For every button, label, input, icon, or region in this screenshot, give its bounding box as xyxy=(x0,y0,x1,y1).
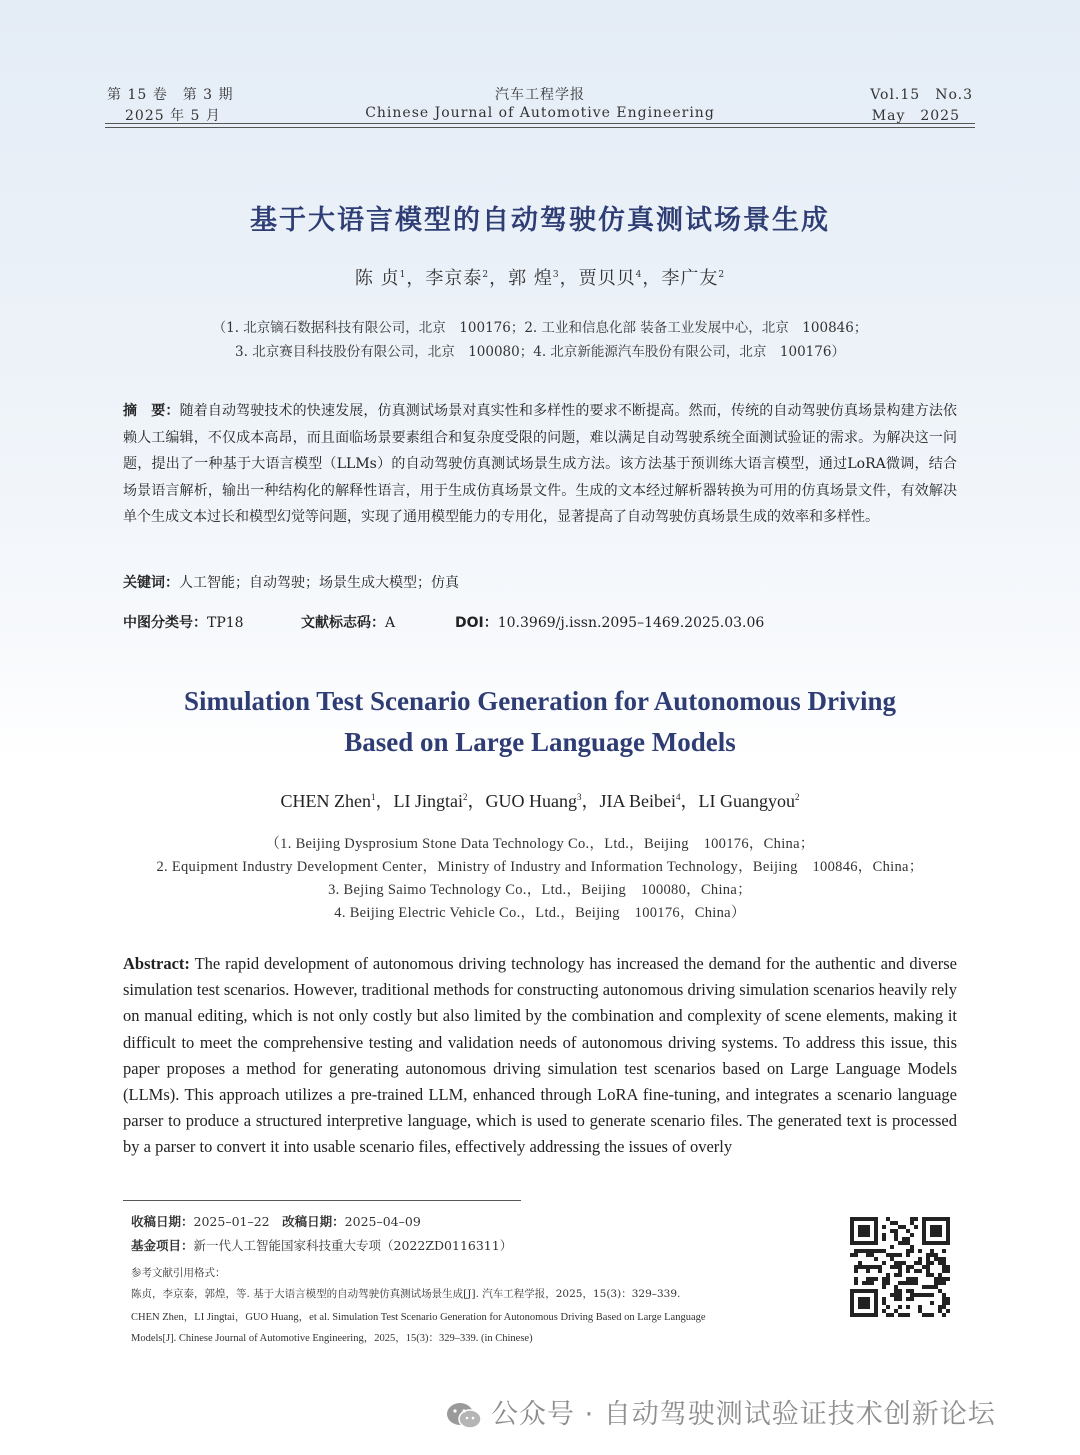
header-date-en: May 2025 xyxy=(871,108,960,124)
received-date: 2025–01–22 xyxy=(193,1214,270,1229)
abstract-en xyxy=(123,951,957,1161)
doc-code-value: A xyxy=(385,615,396,631)
footnote-fund xyxy=(131,1236,512,1254)
author-sup: 3 xyxy=(577,792,582,802)
author-sup: 4 xyxy=(676,792,681,802)
affiliation-en-line2: 2. Equipment Industry Development Center，Ministry of Industry and Information Technology，Beijing 100846，China； xyxy=(156,859,924,875)
abstract-en-label: Abstract: xyxy=(123,954,190,973)
paper-title-en-line2: Based on Large Language Models xyxy=(344,727,736,757)
clc-number xyxy=(123,612,244,632)
affiliation-zh-line1: （1. 北京镝石数据科技有限公司，北京 100176；2. 工业和信息化部 装备工业发展中心，北京 100846； xyxy=(212,320,868,336)
fund-text: 新一代人工智能国家科技重大专项（2022ZD0116311） xyxy=(193,1238,513,1253)
author-sup: 1 xyxy=(399,270,407,280)
author-en: LI Jingtai xyxy=(393,791,463,811)
citation-en-line1: CHEN Zhen，LI Jingtai，GUO Huang，et al. Simulation Test Scenario Generation for Autonomous Driving Based on Large Language xyxy=(131,1312,706,1323)
paper-title-zh: 基于大语言模型的自动驾驶仿真测试场景生成 xyxy=(250,205,830,236)
header-journal-en: Chinese Journal of Automotive Engineering xyxy=(365,105,715,121)
abstract-zh xyxy=(123,398,957,531)
abstract-zh-text: 随着自动驾驶技术的快速发展，仿真测试场景对真实性和多样性的要求不断提高。然而，传统的自动驾驶仿真场景构建方法依赖人工编辑，不仅成本高昂，而且面临场景要素组合和复杂度受限的问题，难以满足自动驾驶系统全面测试验证的需求。为解决这一问题，提出了一种基于大语言模型（LLMs）的自动驾驶仿真测试场景生成方法。该方法基于预训练大语言模型，通过LoRA微调，结合场景语言解析，输出一种结构化的解释性语言，用于生成仿真场景文件。生成的文本经过解析器转换为可用的仿真场景文件，有效解决单个生成文本过长和模型幻觉等问题，实现了通用模型能力的专用化，显著提高了自动驾驶仿真场景生成的效率和多样性。 xyxy=(123,403,958,526)
fund-label: 基金项目： xyxy=(131,1238,194,1253)
citation-en-line2: Models[J]. Chinese Journal of Automotive Engineering，2025，15(3)：329–339. (in Chinese) xyxy=(131,1333,533,1344)
watermark-text: 公众号 · 自动驾驶测试验证技术创新论坛 xyxy=(491,1399,996,1430)
doi xyxy=(455,612,764,632)
author-sup: 1 xyxy=(371,792,376,802)
author-zh: 郭 煌 xyxy=(508,268,553,289)
paper-title-en xyxy=(0,681,1080,763)
author-sup: 2 xyxy=(794,792,800,802)
author-sup: 3 xyxy=(552,270,560,280)
abstract-en-text: The rapid development of autonomous driving technology has increased the demand for the authentic and diverse simulation test scenarios. However, traditional methods for constructing autonomous driving simulation scenarios heavily rely on manual editing, which is not only costly but also limited by the combination and complexity of scene elements, making it difficult to meet the comprehensive testing and validation needs of autonomous driving systems. To address this issue, this paper proposes a method for generating autonomous driving simulation test scenarios based on Large Language Models (LLMs). This approach utilizes a pre-trained LLM, enhanced through LoRA fine-tuning, and integrates a scenario language parser to produce a structured interpretive language, which is used to generate scenario files. The generated text is processed by a parser to convert it into usable scenario files, effectively addressing the issues of overly xyxy=(123,954,957,1157)
keywords-zh xyxy=(123,572,459,592)
citation-zh: 陈贞，李京泰，郭煌，等. 基于大语言模型的自动驾驶仿真测试场景生成[J]. 汽车工程学报，2025，15(3)：329–339. xyxy=(131,1288,681,1300)
footnote-dates xyxy=(131,1212,421,1230)
author-list-en: CHEN Zhen$^1$，LI Jingtai$^2$，GUO Huang$^3$，JIA Beibei$^4$，LI Guangyou$^2$ xyxy=(280,791,800,811)
wechat-watermark xyxy=(445,1392,996,1431)
affiliation-en-line4: 4. Beijing Electric Vehicle Co.，Ltd.，Beijing 100176，China） xyxy=(334,905,746,921)
author-list-zh: 陈 贞$^1$，李京泰$^2$，郭 煌$^3$，贾贝贝$^4$，李广友$^2$ xyxy=(354,268,726,289)
author-en: LI Guangyou xyxy=(698,791,795,811)
revised-label: 改稿日期： xyxy=(282,1214,345,1229)
header-volume-issue: 第 15 卷 第 3 期 xyxy=(107,87,234,103)
doi-label: DOI： xyxy=(455,615,498,631)
doi-value: 10.3969/j.issn.2095–1469.2025.03.06 xyxy=(497,615,765,631)
footnote-rule xyxy=(123,1200,521,1201)
affiliation-en-line1: （1. Beijing Dysprosium Stone Data Technology Co.，Ltd.，Beijing 100176，China； xyxy=(265,836,815,852)
keywords-text: 人工智能；自动驾驶；场景生成大模型；仿真 xyxy=(179,575,459,591)
header-rule xyxy=(105,123,975,124)
revised-date: 2025–04–09 xyxy=(344,1214,421,1229)
author-sup: 2 xyxy=(718,270,726,280)
doc-code-label: 文献标志码： xyxy=(301,615,385,631)
author-en: JIA Beibei xyxy=(599,791,676,811)
document-code xyxy=(301,612,395,632)
author-en: GUO Huang xyxy=(485,791,577,811)
author-sup: 2 xyxy=(463,792,468,802)
abstract-zh-label: 摘 要： xyxy=(123,403,180,419)
header-date: 2025 年 5 月 xyxy=(125,108,221,124)
header-volume-en: Vol.15 No.3 xyxy=(870,87,973,103)
citation-label: 参考文献引用格式： xyxy=(131,1267,226,1279)
received-label: 收稿日期： xyxy=(131,1214,194,1229)
author-zh: 贾贝贝 xyxy=(578,268,636,289)
clc-label: 中图分类号： xyxy=(123,615,207,631)
paper-title-en-line1: Simulation Test Scenario Generation for Autonomous Driving xyxy=(183,686,897,716)
keywords-label: 关键词： xyxy=(123,575,179,591)
qr-code-icon[interactable] xyxy=(850,1217,950,1317)
header-journal-zh: 汽车工程学报 xyxy=(495,87,585,103)
author-sup: 2 xyxy=(482,270,490,280)
author-zh: 陈 贞 xyxy=(354,268,400,289)
header-rule-thin xyxy=(105,127,975,128)
author-zh: 李京泰 xyxy=(425,268,483,289)
wechat-icon xyxy=(445,1401,483,1431)
author-sup: 4 xyxy=(635,270,643,280)
affiliation-zh-line2: 3. 北京赛目科技股份有限公司，北京 100080；4. 北京新能源汽车股份有限公司，北京 100176） xyxy=(235,344,845,360)
clc-value: TP18 xyxy=(207,615,244,631)
author-zh: 李广友 xyxy=(661,268,719,289)
author-en: CHEN Zhen xyxy=(280,791,371,811)
affiliation-en-line3: 3. Bejing Saimo Technology Co.，Ltd.，Beijing 100080，China； xyxy=(328,882,752,898)
